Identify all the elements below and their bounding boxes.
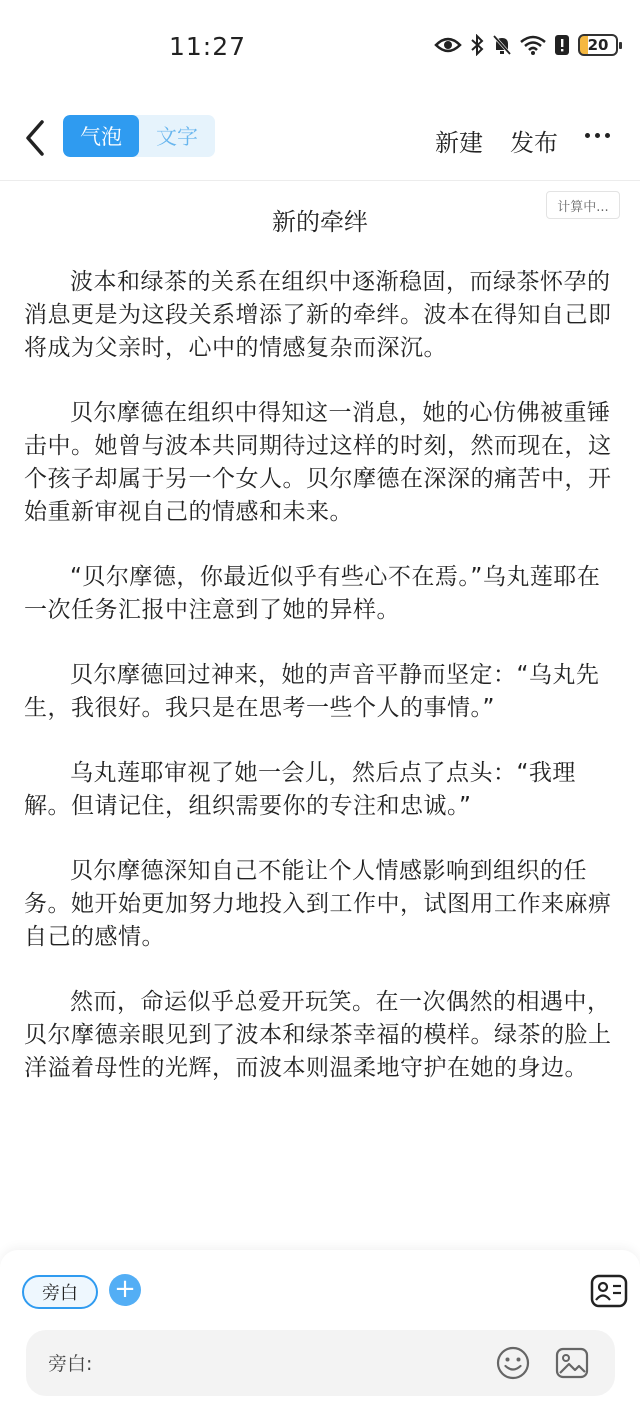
story-paragraph: 波本和绿茶的关系在组织中逐渐稳固，而绿茶怀孕的消息更是为这段关系增添了新的牵绊。波本在得知自己即将成为父亲时，心中的情感复杂而深沉。 — [24, 269, 612, 361]
wifi-icon — [520, 35, 546, 55]
status-bar — [0, 0, 640, 96]
publish-button[interactable]: 发布 — [510, 129, 558, 157]
tab-bubble[interactable]: 气泡 — [63, 115, 139, 157]
clock: 11:27 — [169, 32, 247, 61]
eye-icon — [434, 35, 462, 55]
back-arrow-icon[interactable] — [20, 118, 50, 158]
emoji-icon[interactable] — [495, 1345, 531, 1381]
more-options-icon[interactable] — [585, 133, 610, 138]
add-role-button[interactable]: + — [109, 1274, 141, 1306]
bluetooth-icon — [470, 34, 484, 56]
alert-icon — [554, 34, 570, 56]
story-paragraph: “贝尔摩德，你最近似乎有些心不在焉。”乌丸莲耶在一次任务汇报中注意到了她的异样。 — [24, 564, 601, 623]
contact-card-icon[interactable] — [590, 1272, 628, 1310]
mute-bell-icon — [492, 34, 512, 56]
status-icons — [434, 34, 618, 56]
header-divider — [0, 180, 640, 181]
bottom-input-panel — [0, 1250, 640, 1422]
word-count-badge: 计算中... — [546, 191, 620, 219]
top-nav-bar — [0, 106, 640, 170]
message-input-box — [26, 1330, 615, 1396]
story-paragraph: 贝尔摩德回过神来，她的声音平静而坚定：“乌丸先生，我很好。我只是在思考一些个人的事情。” — [24, 662, 600, 721]
story-paragraph: 然而，命运似乎总爱开玩笑。在一次偶然的相遇中，贝尔摩德亲眼见到了波本和绿茶幸福的模样。绿茶的脸上洋溢着母性的光辉，而波本则温柔地守护在她的身边。 — [24, 989, 612, 1081]
mode-toggle — [63, 115, 215, 157]
battery-indicator: 20 — [578, 34, 618, 56]
narration-input[interactable] — [46, 1330, 490, 1398]
story-title[interactable]: 新的牵绊 — [272, 208, 368, 236]
story-paragraph: 贝尔摩德在组织中得知这一消息，她的心仿佛被重锤击中。她曾与波本共同期待过这样的时刻，然而现在，这个孩子却属于另一个女人。贝尔摩德在深深的痛苦中，开始重新审视自己的情感和未来。 — [24, 400, 612, 525]
image-icon[interactable] — [554, 1345, 590, 1381]
tab-text[interactable]: 文字 — [156, 125, 198, 149]
new-button[interactable]: 新建 — [435, 129, 483, 157]
story-paragraph: 贝尔摩德深知自己不能让个人情感影响到组织的任务。她开始更加努力地投入到工作中，试图用工作来麻痹自己的感情。 — [24, 858, 612, 950]
role-chip-narrator[interactable]: 旁白 — [22, 1275, 98, 1309]
story-paragraph: 乌丸莲耶审视了她一会儿，然后点了点头：“我理解。但请记住，组织需要你的专注和忠诚。” — [24, 760, 576, 819]
story-body[interactable] — [24, 266, 616, 1117]
